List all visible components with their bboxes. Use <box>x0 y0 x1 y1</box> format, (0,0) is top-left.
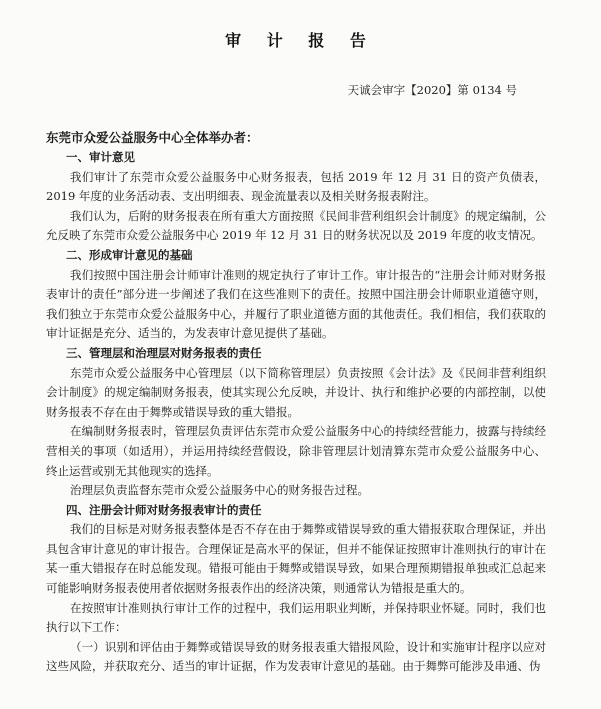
paragraph: 我们按照中国注册会计师审计准则的规定执行了审计工作。审计报告的“注册会计师对财务报表审计的责任”部分进一步阐述了我们在这些准则下的责任。按照中国注册会计师职业道德守则，我们独立于东莞市众爱公益服务中心，并履行了职业道德方面的其他责任。我们相信，我们获取的审计证据是充分、适当的，为发表审计意见提供了基础。 <box>46 267 546 341</box>
list-item: （一）识别和评估由于舞弊或错误导致的财务报表重大错报风险，设计和实施审计程序以应对这些风险，并获取充分、适当的审计证据，作为发表审计意见的基础。由于舞弊可能涉及串通、伪 <box>46 639 546 674</box>
paragraph: 我们审计了东莞市众爱公益服务中心财务报表，包括 2019 年 12 月 31 日的资产负债表，2019 年度的业务活动表、支出明细表、现金流量表以及相关财务报表附注。 <box>46 169 546 204</box>
report-body <box>46 148 546 677</box>
paragraph: 东莞市众爱公益服务中心管理层（以下简称管理层）负责按照《会计法》及《民间非营利组织会计制度》的规定编制财务报表，使其实现公允反映，并设计、执行和维护必要的内部控制，以使财务报表不存在由于舞弊或错误导致的重大错报。 <box>46 365 546 419</box>
paragraph: 在按照审计准则执行审计工作的过程中，我们运用职业判断，并保持职业怀疑。同时，我们也执行以下工作： <box>46 600 546 635</box>
section-heading-management-responsibility: 三、管理层和治理层对财务报表的责任 <box>66 345 262 360</box>
paragraph: 我们的目标是对财务报表整体是否不存在由于舞弊或错误导致的重大错报获取合理保证，并出具包含审计意见的审计报告。合理保证是高水平的保证，但并不能保证按照审计准则执行的审计在某一重大错报存在时总能发现。错报可能由于舞弊或错误导致，如果合理预期错报单独或汇总起来可能影响财务报表使用者依据财务报表作出的经济决策，则通常认为错报是重大的。 <box>46 522 546 596</box>
section-heading-auditor-responsibility: 四、注册会计师对财务报表审计的责任 <box>66 502 262 517</box>
section-heading-basis: 二、形成审计意见的基础 <box>66 247 193 262</box>
paragraph: 治理层负责监督东莞市众爱公益服务中心的财务报告过程。 <box>70 483 369 498</box>
document-number: 天诚会审字【2020】第 0134 号 <box>347 83 517 97</box>
paragraph: 我们认为，后附的财务报表在所有重大方面按照《民间非营利组织会计制度》的规定编制，公允反映了东莞市众爱公益服务中心 2019 年 12 月 31 日的财务状况以及 2019 年度的收支情况。 <box>46 208 546 243</box>
addressee: 东莞市众爱公益服务中心全体举办者： <box>46 130 259 145</box>
report-title: 审 计 报 告 <box>225 31 376 50</box>
section-heading-audit-opinion: 一、审计意见 <box>66 150 135 164</box>
paragraph: 在编制财务报表时，管理层负责评估东莞市众爱公益服务中心的持续经营能力，披露与持续经营相关的事项（如适用），并运用持续经营假设，除非管理层计划清算东莞市众爱公益服务中心、终止运营或别无其他现实的选择。 <box>46 424 546 478</box>
